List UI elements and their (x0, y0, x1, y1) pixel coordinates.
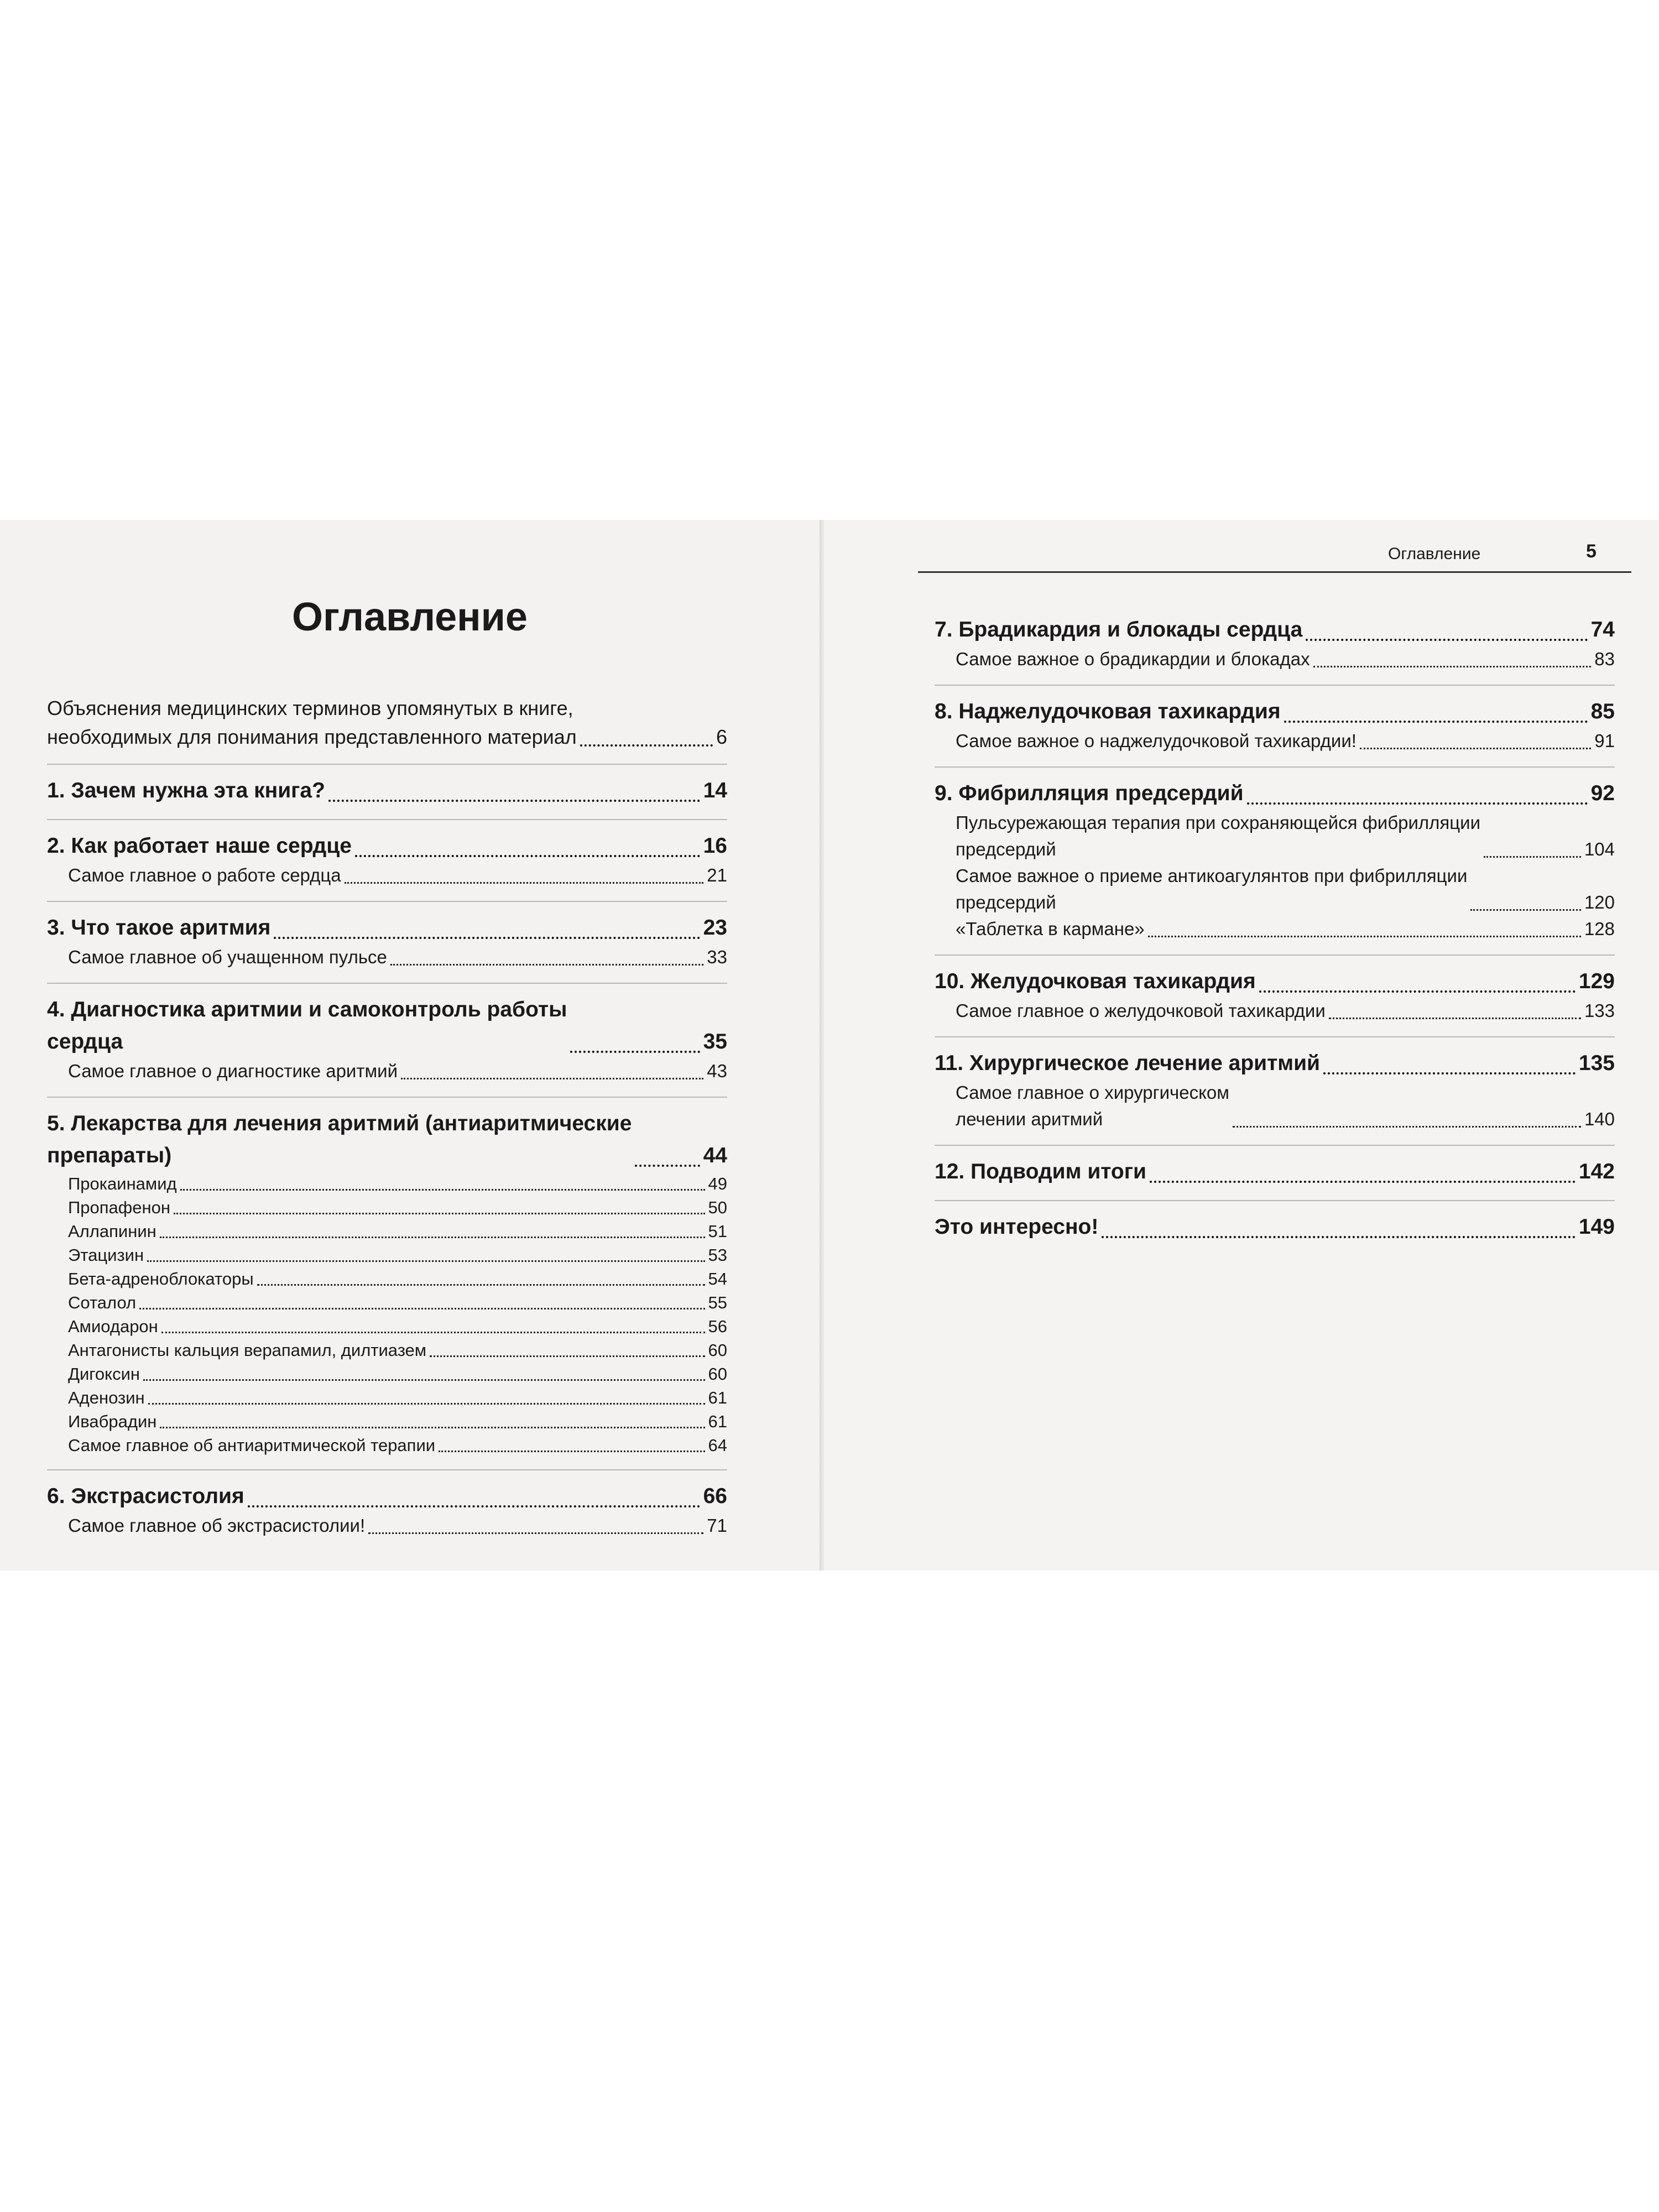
dot-leader (345, 882, 704, 884)
dot-leader (274, 937, 700, 939)
toc-entry-label: Пульсурежающая терапия при сохраняющейся фибрилляции предсердий (956, 812, 1481, 859)
left-toc-list (47, 694, 727, 1539)
toc-entry-page: 21 (707, 865, 727, 885)
dot-leader (257, 1284, 705, 1286)
dot-leader (401, 1078, 703, 1079)
toc-entry (935, 1036, 1615, 1079)
toc-entry-label: 2. Как работает наше сердце (47, 834, 352, 858)
toc-entry-page: 61 (708, 1388, 727, 1407)
dot-leader (328, 800, 700, 802)
dot-leader (1306, 639, 1587, 641)
toc-entry-label: Этацизин (68, 1245, 144, 1265)
toc-entry-label: Самое важное о приеме антикоагулянтов при фибрилляции предсердий (956, 865, 1468, 912)
toc-entry-page: 128 (1584, 919, 1615, 939)
toc-entry-page: 83 (1594, 649, 1615, 669)
toc-entry-page: 135 (1578, 1051, 1615, 1075)
toc-entry-label: Дигоксин (68, 1364, 140, 1384)
dot-leader (1470, 909, 1581, 911)
dot-leader (147, 1260, 705, 1262)
toc-entry (935, 766, 1615, 810)
toc-entry-label: Самое главное о хирургическом лечении аритмий (956, 1082, 1229, 1129)
dot-leader (355, 855, 700, 857)
dot-leader (1284, 721, 1588, 723)
dot-leader (430, 1355, 705, 1357)
toc-entry (47, 1338, 727, 1362)
toc-entry-label: 4. Диагностика аритмии и самоконтроль работы сердца (47, 998, 567, 1053)
toc-entry-label: Антагонисты кальция верапамил, дилтиазем (68, 1340, 427, 1360)
dot-leader (160, 1237, 705, 1238)
toc-entry-page: 35 (703, 1030, 727, 1053)
toc-entry-page: 6 (716, 726, 727, 748)
dot-leader (439, 1451, 705, 1452)
toc-entry-page: 51 (708, 1222, 727, 1241)
toc-entry (935, 810, 1615, 863)
toc-entry-label: 12. Подводим итоги (935, 1160, 1146, 1183)
toc-entry-label: 8. Наджелудочковая тахикардия (935, 700, 1281, 723)
dot-leader (1102, 1236, 1575, 1238)
dot-leader (148, 1403, 705, 1405)
toc-entry (47, 1433, 727, 1457)
toc-entry-page: 74 (1590, 618, 1615, 641)
toc-entry (47, 901, 727, 944)
dot-leader (248, 1505, 700, 1507)
toc-entry-page: 104 (1584, 839, 1615, 859)
toc-entry-label: Аденозин (68, 1388, 145, 1407)
toc-entry (935, 728, 1615, 754)
toc-entry (47, 1058, 727, 1084)
toc-entry-label: Самое важное о наджелудочковой тахикардии! (956, 731, 1357, 751)
dot-leader (1150, 1181, 1575, 1183)
toc-entry (47, 1267, 727, 1291)
toc-entry (935, 998, 1615, 1024)
dot-leader (635, 1165, 700, 1167)
dot-leader (1148, 936, 1581, 937)
toc-entry-label: Аллапинин (68, 1222, 156, 1241)
dot-leader (1247, 802, 1588, 805)
toc-entry (47, 1243, 727, 1267)
toc-entry (935, 954, 1615, 998)
dot-leader (1313, 666, 1592, 667)
page-number: 5 (1586, 541, 1597, 562)
dot-leader (390, 964, 703, 966)
dot-leader (580, 744, 713, 747)
toc-entry (47, 1410, 727, 1433)
toc-entry-label: Самое важное о брадикардии и блокадах (956, 649, 1310, 669)
toc-entry-label: Ивабрадин (68, 1412, 157, 1431)
toc-entry-page: 49 (708, 1174, 727, 1193)
toc-entry-label: Объяснения медицинских терминов упомянутых в книге, необходимых для понимания представленного материал (47, 697, 577, 748)
toc-entry-page: 60 (708, 1340, 727, 1360)
toc-entry (47, 1196, 727, 1219)
toc-entry (935, 863, 1615, 916)
toc-entry (47, 1386, 727, 1410)
toc-entry-page: 56 (708, 1317, 727, 1336)
toc-entry-page: 91 (1594, 731, 1615, 751)
toc-entry (47, 862, 727, 889)
toc-entry (47, 944, 727, 971)
toc-entry (47, 983, 727, 1058)
toc-entry-label: Пропафенон (68, 1198, 171, 1217)
toc-entry-label: Это интересно! (935, 1215, 1099, 1239)
dot-leader (368, 1532, 703, 1534)
toc-entry-label: Самое главное о желудочковой тахикардии (956, 1000, 1326, 1021)
toc-entry (47, 1469, 727, 1512)
toc-entry-page: 50 (708, 1198, 727, 1217)
toc-entry-page: 33 (707, 947, 727, 967)
toc-entry-page: 43 (707, 1061, 727, 1081)
toc-entry-label: «Таблетка в кармане» (956, 919, 1145, 939)
toc-entry-page: 61 (708, 1412, 727, 1431)
toc-entry-label: 9. Фибрилляция предсердий (935, 781, 1244, 805)
toc-entry-label: Бета-адреноблокаторы (68, 1269, 254, 1288)
dot-leader (1259, 990, 1575, 993)
toc-title: Оглавление (292, 595, 528, 639)
toc-entry-label: 11. Хирургическое лечение аритмий (935, 1051, 1321, 1075)
toc-entry-label: 5. Лекарства для лечения аритмий (антиаритмические препараты) (47, 1112, 632, 1167)
dot-leader (1323, 1072, 1575, 1074)
toc-entry (935, 685, 1615, 728)
toc-entry-label: 10. Желудочковая тахикардия (935, 969, 1256, 993)
dot-leader (1329, 1018, 1581, 1019)
toc-entry-label: Самое главное об учащенном пульсе (68, 947, 387, 967)
right-toc-list (935, 614, 1615, 1243)
toc-entry-label: 1. Зачем нужна эта книга? (47, 779, 325, 802)
toc-entry (47, 1291, 727, 1314)
dot-leader (570, 1051, 700, 1053)
toc-entry (47, 694, 727, 752)
toc-entry (47, 1512, 727, 1539)
running-header-rule (918, 571, 1631, 573)
toc-entry-page: 16 (703, 834, 727, 858)
running-header-title: Оглавление (1388, 545, 1481, 563)
toc-entry (935, 916, 1615, 942)
toc-entry-page: 142 (1578, 1160, 1615, 1183)
dot-leader (174, 1213, 705, 1214)
toc-entry (935, 646, 1615, 672)
toc-entry-page: 44 (703, 1144, 727, 1167)
toc-entry-page: 92 (1590, 781, 1615, 805)
toc-entry-page: 54 (708, 1269, 727, 1288)
toc-entry-page: 60 (708, 1364, 727, 1384)
toc-entry (935, 1079, 1615, 1133)
dot-leader (1233, 1126, 1581, 1128)
dot-leader (180, 1189, 705, 1191)
toc-entry-page: 53 (708, 1245, 727, 1265)
toc-entry (47, 764, 727, 807)
toc-entry-page: 23 (703, 916, 727, 940)
dot-leader (1360, 748, 1591, 749)
toc-entry-label: Прокаинамид (68, 1174, 177, 1193)
toc-entry (47, 1362, 727, 1386)
toc-entry-page: 14 (703, 779, 727, 802)
toc-entry (47, 1219, 727, 1243)
toc-entry-page: 129 (1578, 969, 1615, 993)
toc-entry-page: 71 (707, 1515, 727, 1536)
toc-entry (935, 1200, 1615, 1243)
dot-leader (139, 1308, 705, 1310)
toc-entry-page: 66 (703, 1484, 727, 1508)
toc-entry (935, 1145, 1615, 1188)
toc-entry-label: 7. Брадикардия и блокады сердца (935, 618, 1303, 641)
toc-entry-label: Самое главное о диагностике аритмий (68, 1061, 398, 1081)
toc-entry-page: 133 (1584, 1000, 1615, 1021)
toc-entry-label: 6. Экстрасистолия (47, 1484, 244, 1508)
toc-entry (47, 1097, 727, 1172)
toc-entry-page: 149 (1578, 1215, 1615, 1239)
dot-leader (160, 1427, 705, 1428)
dot-leader (1484, 856, 1581, 858)
toc-entry-page: 120 (1584, 892, 1615, 912)
toc-entry-label: 3. Что такое аритмия (47, 916, 271, 940)
dot-leader (161, 1332, 705, 1333)
toc-entry-label: Самое главное о работе сердца (68, 865, 341, 885)
toc-entry (47, 1314, 727, 1338)
toc-entry-page: 140 (1584, 1109, 1615, 1129)
toc-entry-label: Самое главное об экстрасистолии! (68, 1515, 366, 1536)
toc-entry-label: Соталол (68, 1293, 137, 1312)
toc-entry (47, 1172, 727, 1196)
toc-entry (935, 614, 1615, 646)
toc-entry-page: 85 (1590, 700, 1615, 723)
dot-leader (143, 1379, 705, 1381)
toc-entry-page: 64 (708, 1436, 727, 1455)
book-gutter (820, 520, 824, 1571)
toc-entry-label: Амиодарон (68, 1317, 158, 1336)
toc-entry (47, 819, 727, 862)
toc-entry-label: Самое главное об антиаритмической терапии (68, 1436, 436, 1455)
toc-entry-page: 55 (708, 1293, 727, 1312)
